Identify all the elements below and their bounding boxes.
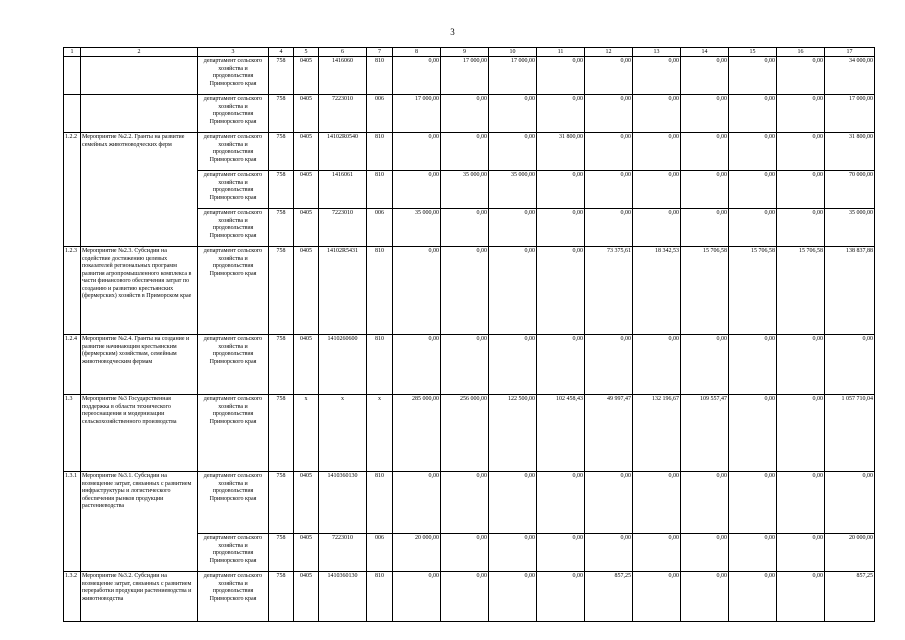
measure-number-cell: 1.2.4 bbox=[64, 335, 81, 395]
amount-cell: 0,00 bbox=[681, 171, 729, 209]
page-number: 3 bbox=[450, 27, 455, 37]
code-vr-cell: 006 bbox=[367, 209, 393, 247]
amount-cell: 0,00 bbox=[681, 209, 729, 247]
table-body bbox=[64, 48, 875, 622]
amount-cell: 15 706,58 bbox=[681, 247, 729, 335]
amount-cell: 0,00 bbox=[729, 335, 777, 395]
amount-cell: 0,00 bbox=[681, 572, 729, 622]
amount-cell: 0,00 bbox=[441, 95, 489, 133]
code-rzpr-cell: 0405 bbox=[294, 472, 319, 534]
amount-cell: 0,00 bbox=[393, 171, 441, 209]
amount-cell: 31 800,00 bbox=[537, 133, 585, 171]
amount-cell: 0,00 bbox=[489, 335, 537, 395]
amount-cell: 0,00 bbox=[681, 534, 729, 572]
amount-cell: 0,00 bbox=[729, 395, 777, 472]
code-csr-cell: 7223010 bbox=[319, 209, 367, 247]
table-row bbox=[64, 472, 875, 534]
amount-cell: 0,00 bbox=[633, 95, 681, 133]
amount-cell: 0,00 bbox=[777, 395, 825, 472]
amount-cell: 0,00 bbox=[681, 133, 729, 171]
measure-name-cell bbox=[81, 95, 198, 133]
amount-cell: 15 706,58 bbox=[729, 247, 777, 335]
amount-cell: 0,00 bbox=[489, 247, 537, 335]
total-value-cell: 0,00 bbox=[825, 335, 875, 395]
column-number-7: 7 bbox=[367, 48, 393, 57]
executor-cell: департамент сельского хозяйства и продовольствия Приморского края bbox=[198, 472, 269, 534]
column-number-4: 4 bbox=[269, 48, 294, 57]
measure-name-cell: Мероприятие №3 Государственная поддержка в области технического переоснащения и модернизации сельскохозяйственного производства bbox=[81, 395, 198, 472]
measure-number-cell: 1.2.3 bbox=[64, 247, 81, 335]
amount-cell: 0,00 bbox=[393, 335, 441, 395]
measure-number-cell bbox=[64, 57, 81, 95]
amount-cell: 0,00 bbox=[537, 247, 585, 335]
amount-cell: 0,00 bbox=[633, 472, 681, 534]
amount-cell: 0,00 bbox=[633, 209, 681, 247]
executor-cell: департамент сельского хозяйства и продовольствия Приморского края bbox=[198, 209, 269, 247]
executor-cell: департамент сельского хозяйства и продовольствия Приморского края bbox=[198, 57, 269, 95]
amount-cell: 0,00 bbox=[585, 171, 633, 209]
column-number-8: 8 bbox=[393, 48, 441, 57]
amount-cell: 0,00 bbox=[681, 472, 729, 534]
code-csr-cell: 1416060 bbox=[319, 57, 367, 95]
code-grbs-cell: 758 bbox=[269, 534, 294, 572]
code-grbs-cell: 758 bbox=[269, 335, 294, 395]
table-row bbox=[64, 572, 875, 622]
amount-cell: 0,00 bbox=[489, 95, 537, 133]
column-number-1: 1 bbox=[64, 48, 81, 57]
amount-cell: 0,00 bbox=[393, 472, 441, 534]
budget-table bbox=[63, 47, 875, 622]
column-number-9: 9 bbox=[441, 48, 489, 57]
code-vr-cell: 810 bbox=[367, 472, 393, 534]
column-number-5: 5 bbox=[294, 48, 319, 57]
amount-cell: 0,00 bbox=[489, 572, 537, 622]
amount-cell: 0,00 bbox=[633, 572, 681, 622]
amount-cell: 35 000,00 bbox=[489, 171, 537, 209]
amount-cell: 122 500,00 bbox=[489, 395, 537, 472]
code-rzpr-cell: 0405 bbox=[294, 57, 319, 95]
executor-cell: департамент сельского хозяйства и продовольствия Приморского края bbox=[198, 133, 269, 171]
measure-name-cell: Мероприятие №2.2. Гранты на развитие семейных животноводческих ферм bbox=[81, 133, 198, 247]
amount-cell: 0,00 bbox=[537, 57, 585, 95]
amount-cell: 0,00 bbox=[777, 133, 825, 171]
table-row bbox=[64, 57, 875, 95]
amount-cell: 0,00 bbox=[729, 57, 777, 95]
total-value-cell: 1 057 710,04 bbox=[825, 395, 875, 472]
code-vr-cell: 006 bbox=[367, 534, 393, 572]
amount-cell: 0,00 bbox=[681, 57, 729, 95]
table-row bbox=[64, 247, 875, 335]
amount-cell: 0,00 bbox=[537, 572, 585, 622]
amount-cell: 256 000,00 bbox=[441, 395, 489, 472]
amount-cell: 0,00 bbox=[633, 57, 681, 95]
amount-cell: 0,00 bbox=[633, 133, 681, 171]
measure-name-cell: Мероприятие №3.2. Субсидии на возмещение затрат, связанных с развитием переработки продукции растениеводства и животноводства bbox=[81, 572, 198, 622]
total-value-cell: 0,00 bbox=[825, 472, 875, 534]
amount-cell: 0,00 bbox=[489, 472, 537, 534]
code-grbs-cell: 758 bbox=[269, 171, 294, 209]
code-grbs-cell: 758 bbox=[269, 133, 294, 171]
column-number-14: 14 bbox=[681, 48, 729, 57]
code-grbs-cell: 758 bbox=[269, 247, 294, 335]
amount-cell: 35 000,00 bbox=[441, 171, 489, 209]
column-number-10: 10 bbox=[489, 48, 537, 57]
amount-cell: 0,00 bbox=[729, 95, 777, 133]
amount-cell: 0,00 bbox=[585, 133, 633, 171]
amount-cell: 0,00 bbox=[777, 472, 825, 534]
executor-cell: департамент сельского хозяйства и продовольствия Приморского края bbox=[198, 395, 269, 472]
amount-cell: 0,00 bbox=[585, 335, 633, 395]
code-csr-cell: 14102R5431 bbox=[319, 247, 367, 335]
amount-cell: 0,00 bbox=[777, 95, 825, 133]
amount-cell: 0,00 bbox=[729, 472, 777, 534]
amount-cell: 0,00 bbox=[729, 209, 777, 247]
column-number-17: 17 bbox=[825, 48, 875, 57]
code-csr-cell: 1410260600 bbox=[319, 335, 367, 395]
amount-cell: 102 458,43 bbox=[537, 395, 585, 472]
code-csr-cell: 7223010 bbox=[319, 95, 367, 133]
amount-cell: 0,00 bbox=[777, 572, 825, 622]
amount-cell: 0,00 bbox=[777, 171, 825, 209]
measure-name-cell: Мероприятие №2.3. Субсидии на содействие достижению целевых показателей региональных программ развития агропромышленного комплекса в части финансового обеспечения затрат по созданию и развитию крестьянских (фермерских) хозяйств в Приморском крае bbox=[81, 247, 198, 335]
amount-cell: 73 375,61 bbox=[585, 247, 633, 335]
amount-cell: 0,00 bbox=[777, 335, 825, 395]
amount-cell: 0,00 bbox=[393, 572, 441, 622]
amount-cell: 0,00 bbox=[441, 133, 489, 171]
column-number-12: 12 bbox=[585, 48, 633, 57]
code-grbs-cell: 758 bbox=[269, 57, 294, 95]
amount-cell: 0,00 bbox=[489, 534, 537, 572]
total-value-cell: 20 000,00 bbox=[825, 534, 875, 572]
column-number-6: 6 bbox=[319, 48, 367, 57]
code-rzpr-cell: 0405 bbox=[294, 133, 319, 171]
amount-cell: 18 342,53 bbox=[633, 247, 681, 335]
amount-cell: 0,00 bbox=[441, 572, 489, 622]
code-rzpr-cell: 0405 bbox=[294, 95, 319, 133]
code-vr-cell: 810 bbox=[367, 247, 393, 335]
amount-cell: 0,00 bbox=[585, 57, 633, 95]
column-number-16: 16 bbox=[777, 48, 825, 57]
table-row bbox=[64, 95, 875, 133]
total-value-cell: 70 000,00 bbox=[825, 171, 875, 209]
measure-number-cell: 1.2.2 bbox=[64, 133, 81, 247]
amount-cell: 0,00 bbox=[441, 534, 489, 572]
table-row bbox=[64, 395, 875, 472]
executor-cell: департамент сельского хозяйства и продовольствия Приморского края bbox=[198, 247, 269, 335]
amount-cell: 0,00 bbox=[489, 209, 537, 247]
column-number-3: 3 bbox=[198, 48, 269, 57]
amount-cell: 0,00 bbox=[777, 57, 825, 95]
total-value-cell: 31 800,00 bbox=[825, 133, 875, 171]
code-csr-cell: 14102R0540 bbox=[319, 133, 367, 171]
amount-cell: 0,00 bbox=[585, 209, 633, 247]
code-csr-cell: 1410360130 bbox=[319, 572, 367, 622]
amount-cell: 0,00 bbox=[585, 95, 633, 133]
amount-cell: 0,00 bbox=[777, 534, 825, 572]
executor-cell: департамент сельского хозяйства и продовольствия Приморского края bbox=[198, 534, 269, 572]
total-value-cell: 138 837,88 bbox=[825, 247, 875, 335]
amount-cell: 0,00 bbox=[537, 335, 585, 395]
amount-cell: 109 557,47 bbox=[681, 395, 729, 472]
code-vr-cell: 006 bbox=[367, 95, 393, 133]
code-vr-cell: x bbox=[367, 395, 393, 472]
amount-cell: 0,00 bbox=[489, 133, 537, 171]
amount-cell: 17 000,00 bbox=[393, 95, 441, 133]
code-grbs-cell: 758 bbox=[269, 395, 294, 472]
code-grbs-cell: 758 bbox=[269, 472, 294, 534]
total-value-cell: 17 000,00 bbox=[825, 95, 875, 133]
column-number-13: 13 bbox=[633, 48, 681, 57]
code-rzpr-cell: 0405 bbox=[294, 209, 319, 247]
code-csr-cell: x bbox=[319, 395, 367, 472]
code-rzpr-cell: 0405 bbox=[294, 534, 319, 572]
amount-cell: 0,00 bbox=[777, 209, 825, 247]
code-csr-cell: 1416061 bbox=[319, 171, 367, 209]
code-vr-cell: 810 bbox=[367, 572, 393, 622]
measure-number-cell: 1.3 bbox=[64, 395, 81, 472]
amount-cell: 17 000,00 bbox=[441, 57, 489, 95]
measure-number-cell: 1.3.2 bbox=[64, 572, 81, 622]
code-rzpr-cell: 0405 bbox=[294, 171, 319, 209]
total-value-cell: 34 000,00 bbox=[825, 57, 875, 95]
amount-cell: 0,00 bbox=[729, 534, 777, 572]
amount-cell: 0,00 bbox=[393, 247, 441, 335]
total-value-cell: 857,25 bbox=[825, 572, 875, 622]
amount-cell: 0,00 bbox=[537, 95, 585, 133]
column-number-11: 11 bbox=[537, 48, 585, 57]
amount-cell: 0,00 bbox=[537, 534, 585, 572]
amount-cell: 0,00 bbox=[537, 209, 585, 247]
total-value-cell: 35 000,00 bbox=[825, 209, 875, 247]
amount-cell: 0,00 bbox=[585, 534, 633, 572]
code-grbs-cell: 758 bbox=[269, 95, 294, 133]
code-csr-cell: 1410360130 bbox=[319, 472, 367, 534]
code-vr-cell: 810 bbox=[367, 57, 393, 95]
code-grbs-cell: 758 bbox=[269, 572, 294, 622]
amount-cell: 0,00 bbox=[393, 57, 441, 95]
amount-cell: 0,00 bbox=[393, 133, 441, 171]
code-vr-cell: 810 bbox=[367, 133, 393, 171]
code-vr-cell: 810 bbox=[367, 171, 393, 209]
amount-cell: 35 000,00 bbox=[393, 209, 441, 247]
code-grbs-cell: 758 bbox=[269, 209, 294, 247]
measure-number-cell bbox=[64, 95, 81, 133]
code-rzpr-cell: 0405 bbox=[294, 247, 319, 335]
amount-cell: 0,00 bbox=[729, 133, 777, 171]
amount-cell: 20 000,00 bbox=[393, 534, 441, 572]
amount-cell: 0,00 bbox=[681, 335, 729, 395]
measure-name-cell bbox=[81, 57, 198, 95]
amount-cell: 0,00 bbox=[441, 472, 489, 534]
amount-cell: 0,00 bbox=[537, 171, 585, 209]
amount-cell: 0,00 bbox=[729, 572, 777, 622]
measure-number-cell: 1.3.1 bbox=[64, 472, 81, 572]
column-number-2: 2 bbox=[81, 48, 198, 57]
amount-cell: 285 000,00 bbox=[393, 395, 441, 472]
amount-cell: 49 997,47 bbox=[585, 395, 633, 472]
amount-cell: 857,25 bbox=[585, 572, 633, 622]
amount-cell: 15 706,58 bbox=[777, 247, 825, 335]
code-rzpr-cell: 0405 bbox=[294, 335, 319, 395]
executor-cell: департамент сельского хозяйства и продовольствия Приморского края bbox=[198, 335, 269, 395]
amount-cell: 0,00 bbox=[633, 171, 681, 209]
amount-cell: 132 196,67 bbox=[633, 395, 681, 472]
amount-cell: 0,00 bbox=[441, 335, 489, 395]
executor-cell: департамент сельского хозяйства и продовольствия Приморского края bbox=[198, 572, 269, 622]
measure-name-cell: Мероприятие №3.1. Субсидии на возмещение затрат, связанных с развитием инфраструктуры и логистического обеспечения рынков продукции растениеводства bbox=[81, 472, 198, 572]
code-vr-cell: 810 bbox=[367, 335, 393, 395]
amount-cell: 0,00 bbox=[441, 247, 489, 335]
executor-cell: департамент сельского хозяйства и продовольствия Приморского края bbox=[198, 95, 269, 133]
executor-cell: департамент сельского хозяйства и продовольствия Приморского края bbox=[198, 171, 269, 209]
measure-name-cell: Мероприятие №2.4. Гранты на создание и развитие начинающим крестьянским (фермерским) хозяйствам, семейным животноводческим фермам bbox=[81, 335, 198, 395]
amount-cell: 0,00 bbox=[633, 335, 681, 395]
amount-cell: 17 000,00 bbox=[489, 57, 537, 95]
code-csr-cell: 7223010 bbox=[319, 534, 367, 572]
column-number-15: 15 bbox=[729, 48, 777, 57]
table-row bbox=[64, 133, 875, 171]
amount-cell: 0,00 bbox=[729, 171, 777, 209]
code-rzpr-cell: 0405 bbox=[294, 572, 319, 622]
code-rzpr-cell: x bbox=[294, 395, 319, 472]
amount-cell: 0,00 bbox=[537, 472, 585, 534]
amount-cell: 0,00 bbox=[441, 209, 489, 247]
header-row bbox=[64, 48, 875, 57]
amount-cell: 0,00 bbox=[681, 95, 729, 133]
table-row bbox=[64, 335, 875, 395]
amount-cell: 0,00 bbox=[585, 472, 633, 534]
amount-cell: 0,00 bbox=[633, 534, 681, 572]
